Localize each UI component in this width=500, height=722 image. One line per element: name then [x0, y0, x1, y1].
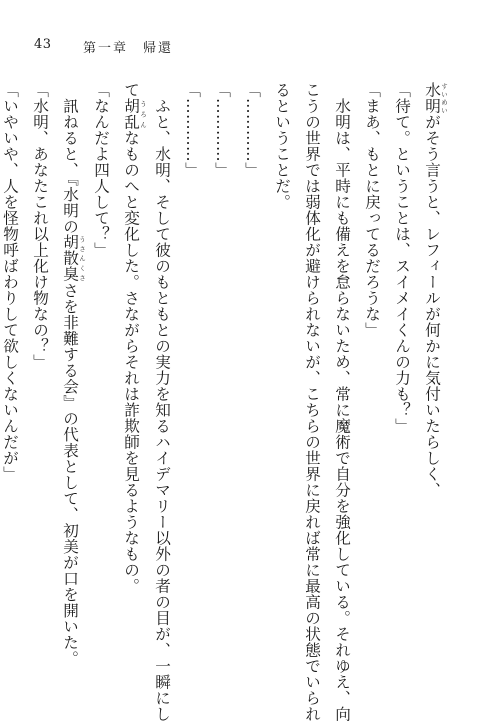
text-line: 水明 すいめいがそう言うと、レフィールが何かに気付いたらしく、 [423, 82, 448, 498]
text-line: ふと、水明、そして彼のもともとの実力を知るハイデマリー以外の者の目が、一瞬にし [153, 82, 171, 722]
ruby-annotation: 胡乱 うろん [122, 98, 147, 130]
text-line: るということだ。 [273, 82, 291, 210]
page-number: 43 [34, 37, 52, 52]
text-line: 訊ねると、『水明の胡散臭 うさんくささを非難する会』の代表として、初美が口を開いた。 [61, 82, 86, 667]
novel-text-body [1, 82, 448, 722]
page-header [0, 37, 500, 57]
text-line: て胡乱 うろんなものへと変化した。さながらそれは詐欺師を見るようなもの。 [122, 82, 147, 594]
text-line: 「まあ、もとに戻ってるだろうな」 [363, 82, 381, 338]
ruby-annotation: 胡散臭 うさんくさ [61, 234, 86, 283]
ruby-annotation: 水明 すいめい [423, 82, 448, 114]
text-line: 「…………」 [213, 82, 231, 178]
text-line: 「待て。ということは、スイメイくんの力も？」 [393, 82, 411, 434]
text-line: 「…………」 [243, 82, 261, 178]
text-line: 「いやいや、人を怪物呼ばわりして欲しくないんだが」 [1, 82, 19, 482]
text-line: こうの世界では弱体化が避けられないが、こちらの世界に戻れば常に最高の状態でいられ [303, 82, 321, 722]
text-line: 「…………」 [183, 82, 201, 178]
chapter-title: 第一章 帰還 [83, 41, 174, 56]
text-line: 「なんだよ四人して？」 [92, 82, 110, 258]
text-line: 水明は、平時にも備えを怠らないため、常に魔術で自分を強化している。それゆえ、向 [333, 82, 351, 722]
text-line: 「水明、あなたこれ以上化け物なの？」 [31, 82, 49, 370]
